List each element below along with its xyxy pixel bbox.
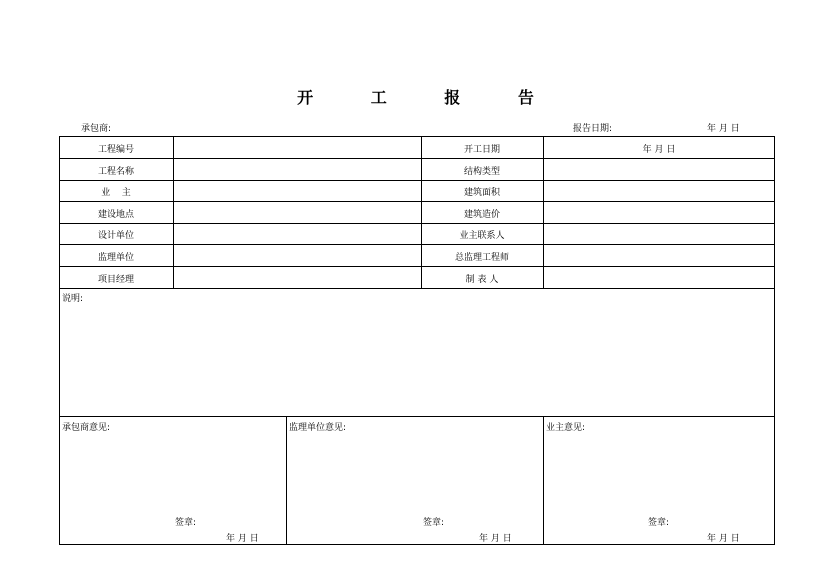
page-title: 开 工 报 告 [297, 88, 560, 107]
row-label-owner-contact: 业主联系人 [459, 231, 505, 241]
row-label-project-manager: 项目经理 [97, 275, 134, 285]
opinion-divider [543, 416, 544, 545]
notes-divider [59, 416, 775, 417]
row-label-building-area: 建筑面积 [463, 188, 500, 198]
row-label-design-unit: 设计单位 [97, 231, 134, 241]
owner-opinion-label: 业主意见: [546, 423, 586, 433]
col-divider [173, 136, 174, 288]
notes-label: 说明: [62, 294, 84, 304]
supervision-sign-label: 签章: [423, 518, 445, 528]
row-label-structure-type: 结构类型 [463, 167, 500, 177]
row-label-supervision-unit: 监理单位 [97, 253, 134, 263]
row-label-start-date: 开工日期 [463, 145, 500, 155]
supervision-opinion-label: 监理单位意见: [289, 423, 347, 433]
contractor-opinion-label: 承包商意见: [62, 423, 111, 433]
row-divider [59, 288, 775, 289]
row-label-chief-supervisor: 总监理工程师 [454, 253, 509, 263]
report-date-value: 年 月 日 [707, 124, 740, 134]
opinion-divider [286, 416, 287, 545]
row-divider [59, 201, 775, 202]
row-label-prepared-by: 制 表 人 [465, 275, 499, 285]
row-divider [59, 266, 775, 267]
row-label-project-no: 工程编号 [97, 145, 134, 155]
row-label-site: 建设地点 [97, 210, 134, 220]
row-label-cost: 建筑造价 [463, 210, 500, 220]
row-divider [59, 244, 775, 245]
row-divider [59, 158, 775, 159]
row-label-project-name: 工程名称 [97, 167, 134, 177]
start-date-value: 年 月 日 [642, 145, 676, 155]
owner-sign-label: 签章: [648, 518, 670, 528]
row-divider [59, 180, 775, 181]
contractor-label: 承包商: [81, 124, 112, 134]
row-label-owner: 业 主 [101, 188, 131, 198]
row-divider [59, 223, 775, 224]
col-divider [543, 136, 544, 288]
owner-sign-date: 年 月 日 [707, 534, 740, 544]
supervision-sign-date: 年 月 日 [479, 534, 512, 544]
contractor-sign-date: 年 月 日 [226, 534, 259, 544]
contractor-sign-label: 签章: [175, 518, 197, 528]
report-date-label: 报告日期: [573, 124, 613, 134]
